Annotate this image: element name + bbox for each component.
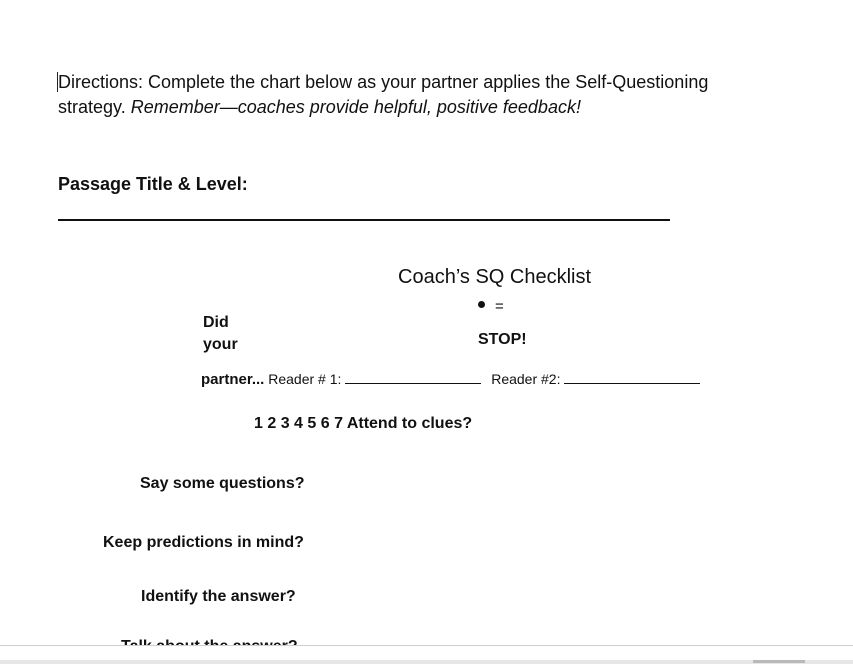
directions-emphasis: Remember—coaches provide helpful, positive feedback!	[130, 97, 581, 117]
legend-equals: =	[495, 298, 504, 315]
legend-stop: STOP!	[478, 331, 527, 348]
partner-label: partner...	[201, 371, 265, 388]
checklist-item: Say some questions?	[140, 475, 305, 492]
directions-text: Directions: Complete the chart below as your partner applies the Self-Questioning strategy.	[58, 72, 709, 117]
did-label: Did	[203, 314, 229, 331]
passage-title-label: Passage Title & Level:	[58, 174, 248, 194]
partner-reader-row	[201, 371, 700, 388]
bullet-icon	[478, 301, 485, 308]
passage-title-blank-line	[58, 219, 670, 221]
checklist-title: Coach’s SQ Checklist	[398, 266, 592, 288]
horizontal-scrollbar-track[interactable]	[0, 660, 853, 664]
directions-paragraph	[58, 70, 778, 120]
legend-bullet	[478, 298, 504, 315]
reader2-label: Reader #2:	[491, 371, 561, 387]
checklist-item: Identify the answer?	[141, 588, 296, 605]
reader1-label: Reader # 1:	[268, 371, 342, 387]
reader1-blank-line	[345, 382, 481, 384]
page-bottom-edge	[0, 645, 853, 646]
your-label: your	[203, 336, 238, 353]
reader2-blank-line	[564, 382, 700, 384]
horizontal-scrollbar-thumb[interactable]	[753, 660, 805, 663]
checklist-item: Keep predictions in mind?	[103, 534, 304, 551]
rating-scale-row: 1 2 3 4 5 6 7 Attend to clues?	[254, 415, 473, 432]
